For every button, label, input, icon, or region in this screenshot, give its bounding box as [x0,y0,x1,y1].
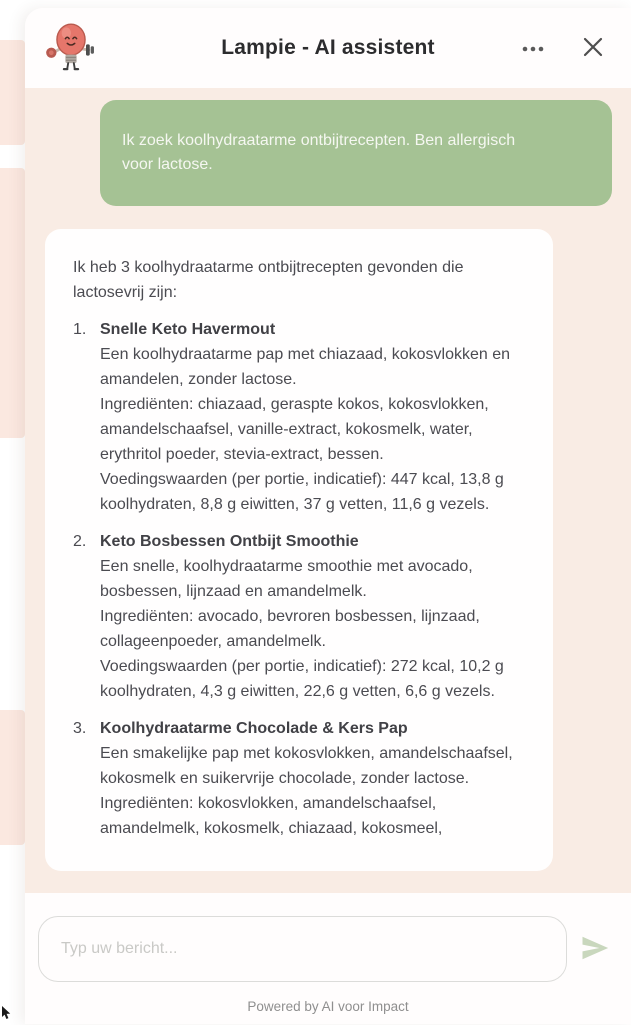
x-icon [581,35,605,62]
header-actions [517,8,609,88]
recipe-title: Snelle Keto Havermout [100,321,276,338]
chat-widget-panel [25,8,631,1024]
recipe-description: Een smakelijke pap met kokosvlokken, amandelschaafsel, kokosmelk en suikervrije chocolade, zonder lactose. [100,745,513,787]
page-content-block [0,40,25,145]
recipe-number: 1. [73,321,87,338]
assistant-intro-text: Ik heb 3 koolhydraatarme ontbijtrecepten gevonden die lactosevrij zijn: [73,259,464,301]
chat-header [25,8,631,88]
recipe-ingredients: Ingrediënten: chiazaad, geraspte kokos, kokosvlokken, amandelschaafsel, vanille-extract, kokosmelk, water, erythritol poeder, stevia-extract, bessen. [100,396,489,463]
menu-button[interactable] [517,37,549,60]
user-message-text: Ik zoek koolhydraatarme ontbijtrecepten. Ben allergisch voor lactose. [122,132,516,173]
recipe-item [73,529,525,704]
chat-message-area[interactable] [25,88,631,893]
recipe-title: Keto Bosbessen Ontbijt Smoothie [100,533,359,550]
recipe-number: 2. [73,533,87,550]
page-title: Lampie - AI assistent [221,36,435,59]
recipe-nutrition: Voedingswaarden (per portie, indicatief): 272 kcal, 10,2 g koolhydraten, 4,3 g eiwitten, 22,6 g vetten, 6,6 g vezels. [100,658,504,700]
paper-plane-icon [579,933,611,966]
assistant-message-card [45,229,553,871]
send-button[interactable] [569,923,621,975]
user-message-bubble [100,100,612,206]
page-content-block [0,710,25,845]
chat-footer [25,893,631,1024]
recipe-item [73,317,525,517]
recipe-item [73,716,525,841]
message-input[interactable] [38,916,567,982]
ellipsis-icon [521,41,545,56]
recipe-title: Koolhydraatarme Chocolade & Kers Pap [100,720,408,737]
recipe-number: 3. [73,720,87,737]
recipe-ingredients: Ingrediënten: avocado, bevroren bosbessen, lijnzaad, collageenpoeder, amandelmelk. [100,608,480,650]
message-composer [38,916,621,982]
powered-by-label: Powered by AI voor Impact [247,999,409,1014]
recipe-ingredients: Ingrediënten: kokosvlokken, amandelschaafsel, amandelmelk, kokosmelk, chiazaad, kokosmeel, [100,795,443,837]
page-background [0,0,25,1024]
page-content-block [0,168,25,438]
recipe-description: Een snelle, koolhydraatarme smoothie met avocado, bosbessen, lijnzaad en amandelmelk. [100,558,473,600]
close-button[interactable] [577,31,609,66]
recipe-description: Een koolhydraatarme pap met chiazaad, kokosvlokken en amandelen, zonder lactose. [100,346,511,388]
mouse-cursor-icon [1,1006,13,1020]
recipe-nutrition: Voedingswaarden (per portie, indicatief): 447 kcal, 13,8 g koolhydraten, 8,8 g eiwitten, 37 g vetten, 11,6 g vezels. [100,471,504,513]
